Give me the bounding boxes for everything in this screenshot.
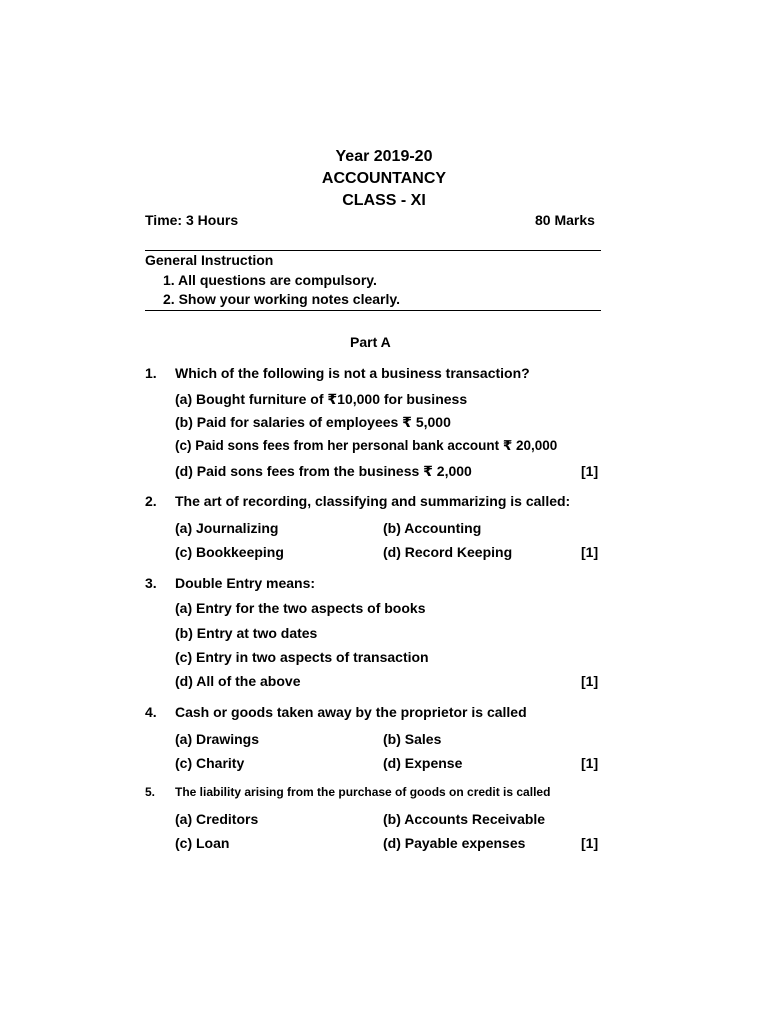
question-number: 5.	[145, 785, 156, 799]
option: (d) All of the above	[175, 673, 301, 689]
option: (a) Bought furniture of ₹10,000 for business	[175, 391, 468, 407]
exam-subject: ACCOUNTANCY	[321, 170, 447, 187]
option: (d) Payable expenses	[383, 835, 526, 851]
instruction-item: 1. All questions are compulsory.	[163, 272, 377, 288]
option: (c) Paid sons fees from her personal bank account ₹ 20,000	[175, 438, 558, 453]
option: (d) Expense	[383, 755, 463, 771]
option: (a) Drawings	[175, 731, 260, 747]
option: (a) Entry for the two aspects of books	[175, 600, 426, 616]
part-heading: Part A	[350, 334, 391, 350]
option: (b) Accounts Receivable	[383, 811, 546, 827]
question-number: 3.	[145, 575, 157, 591]
divider-bottom	[145, 310, 601, 311]
option: (a) Journalizing	[175, 520, 279, 536]
question-text: The liability arising from the purchase of goods on credit is called	[175, 785, 551, 799]
option: (c) Charity	[175, 755, 245, 771]
question-mark: [1]	[581, 463, 599, 479]
question-number: 1.	[145, 365, 157, 381]
question-text: Cash or goods taken away by the proprietor is called	[175, 704, 527, 720]
option: (c) Bookkeeping	[175, 544, 284, 560]
divider-top	[145, 250, 601, 251]
question-mark: [1]	[581, 544, 599, 560]
question-mark: [1]	[581, 673, 599, 689]
question-text: Double Entry means:	[175, 575, 316, 591]
option: (d) Paid sons fees from the business ₹ 2,000	[175, 463, 472, 479]
option: (b) Paid for salaries of employees ₹ 5,000	[175, 414, 451, 430]
option: (b) Entry at two dates	[175, 625, 318, 641]
option: (c) Entry in two aspects of transaction	[175, 649, 429, 665]
option: (d) Record Keeping	[383, 544, 513, 560]
option: (a) Creditors	[175, 811, 259, 827]
question-text: The art of recording, classifying and summarizing is called:	[175, 493, 571, 509]
exam-marks: 80 Marks	[535, 212, 595, 228]
exam-time: Time: 3 Hours	[145, 212, 239, 228]
instruction-item: 2. Show your working notes clearly.	[163, 291, 401, 307]
exam-class: CLASS - XI	[342, 192, 426, 209]
question-text: Which of the following is not a business transaction?	[175, 365, 530, 381]
option: (c) Loan	[175, 835, 230, 851]
option: (b) Accounting	[383, 520, 482, 536]
exam-year: Year 2019-20	[335, 148, 433, 165]
instructions-heading: General Instruction	[145, 252, 274, 268]
question-mark: [1]	[581, 755, 599, 771]
question-mark: [1]	[581, 835, 599, 851]
question-number: 4.	[145, 704, 157, 720]
option: (b) Sales	[383, 731, 442, 747]
question-number: 2.	[145, 493, 157, 509]
